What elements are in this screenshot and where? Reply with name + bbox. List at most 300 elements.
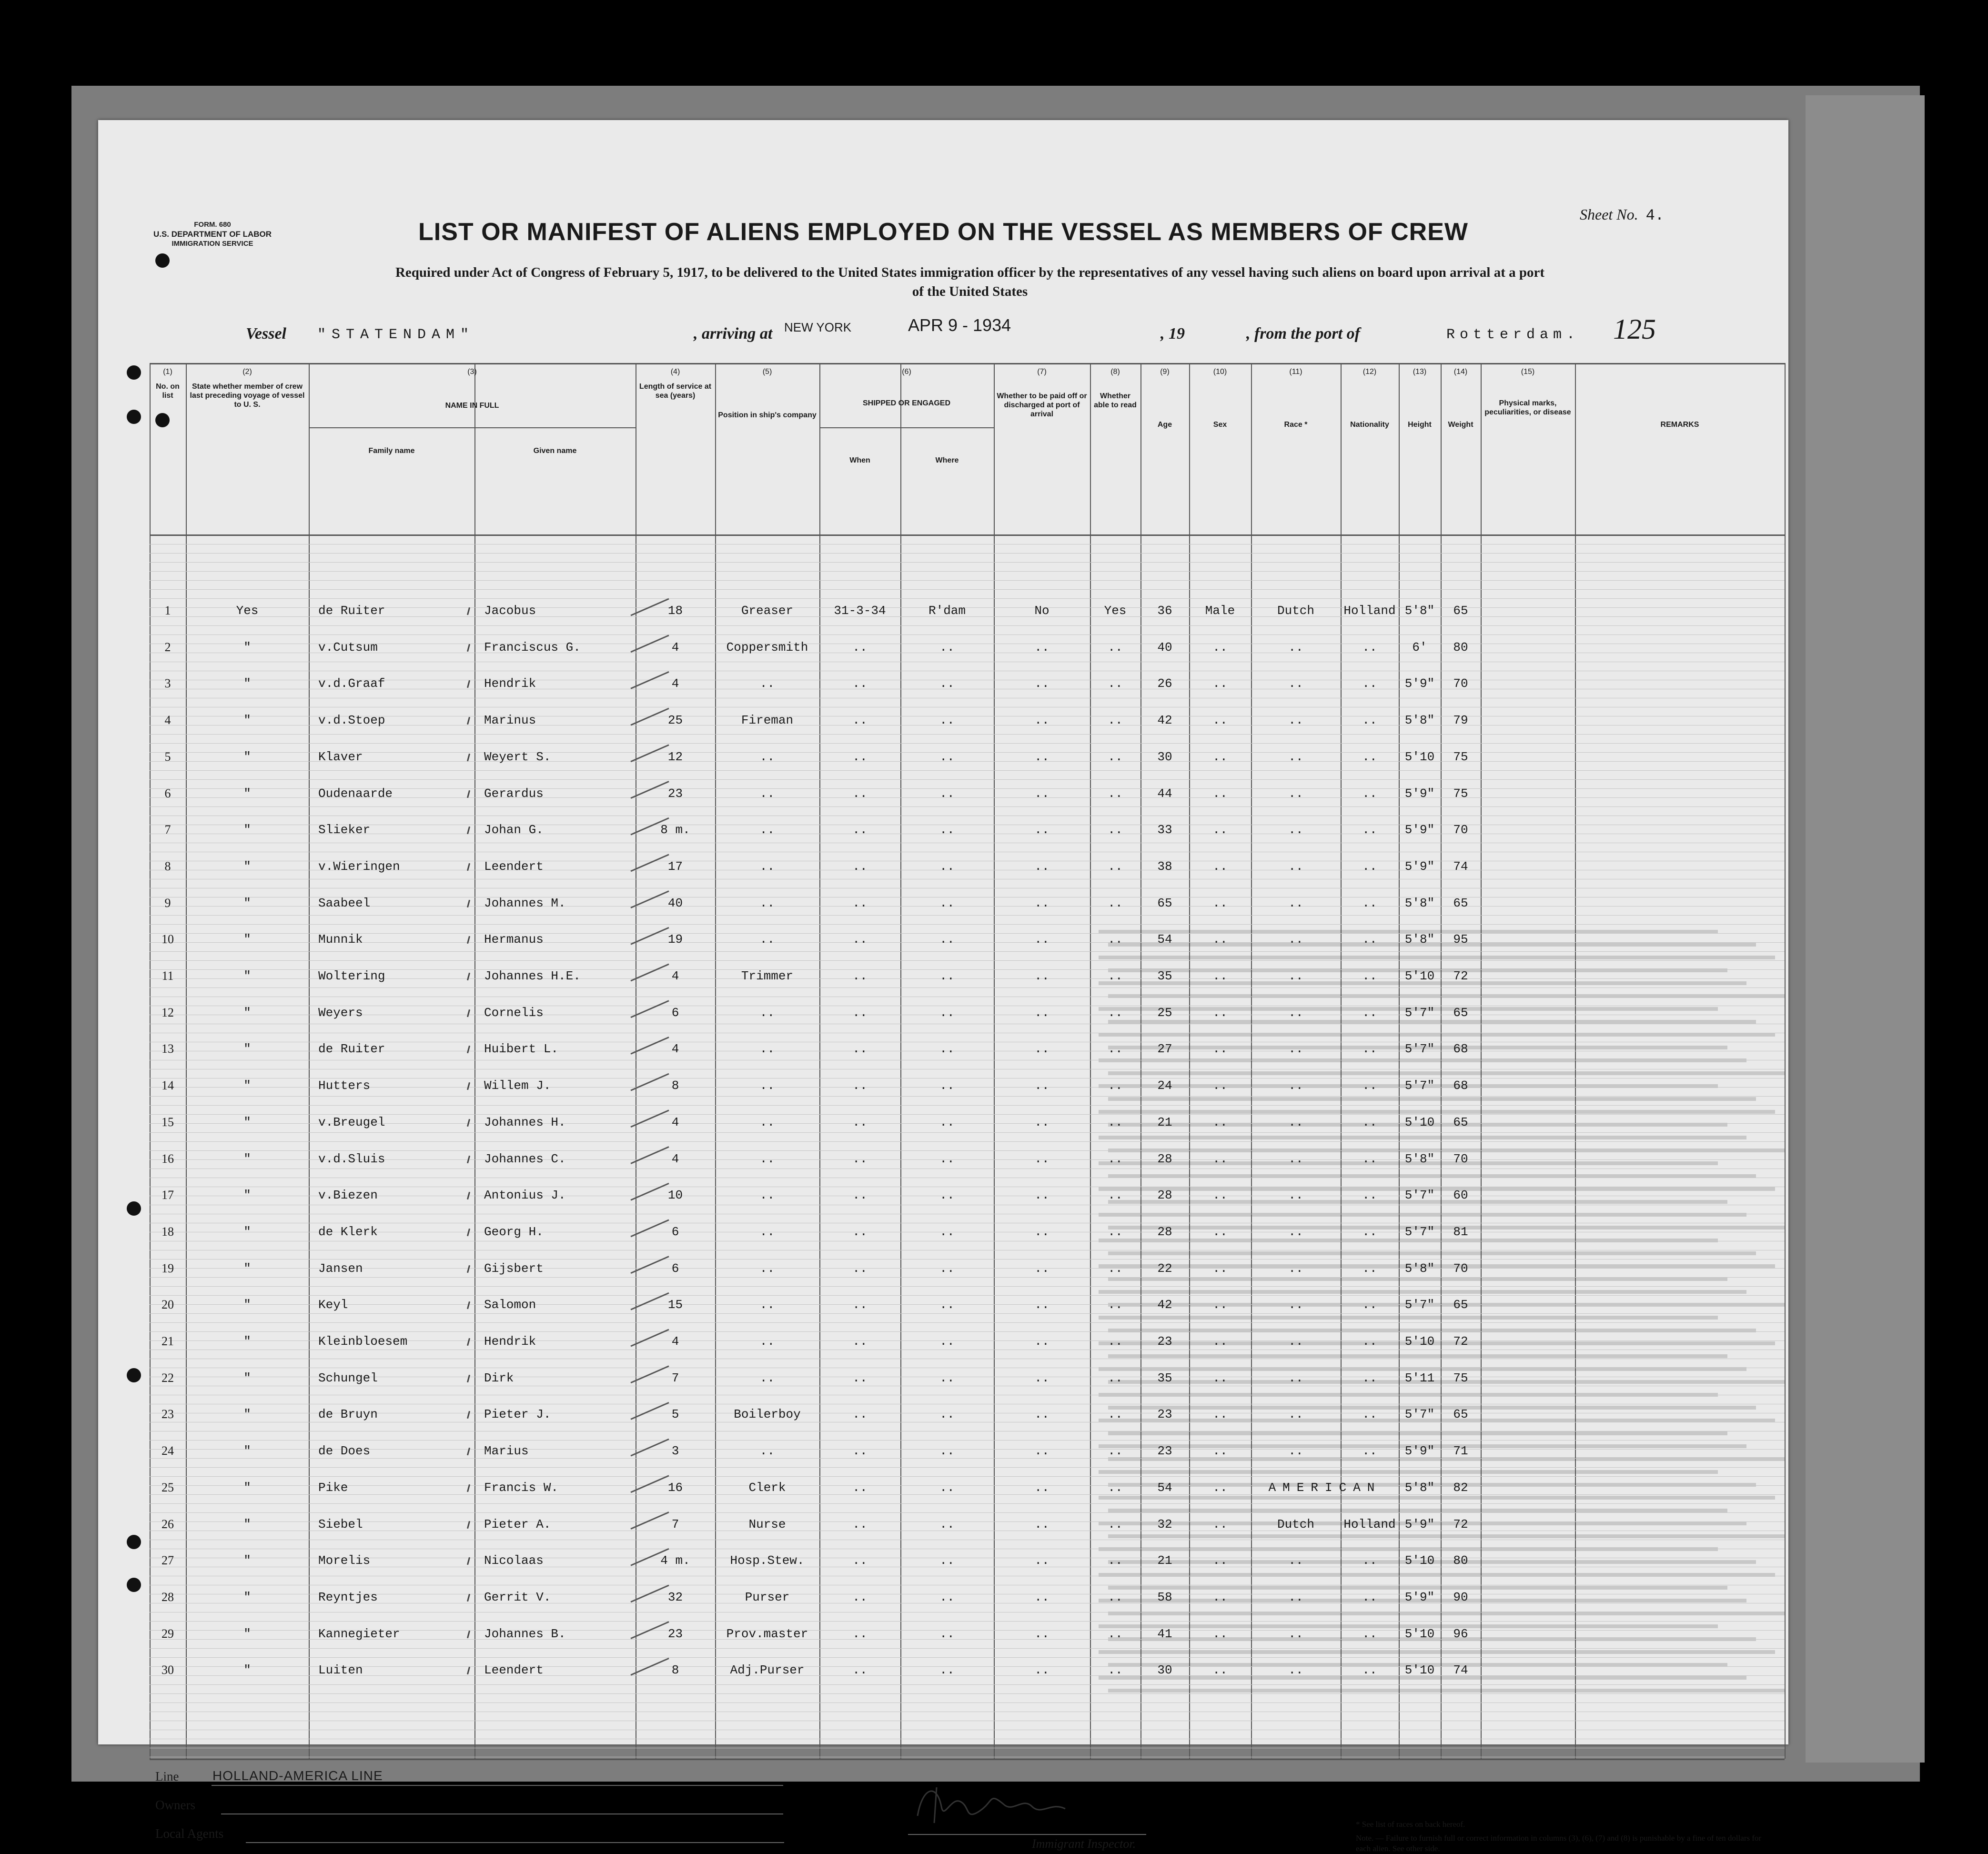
- family-name: Jansen: [318, 1261, 363, 1276]
- row-number: 24: [161, 1444, 174, 1458]
- paid-off: ..: [1034, 1444, 1050, 1459]
- tally-mark: [631, 1622, 669, 1639]
- sex: ..: [1212, 1480, 1228, 1495]
- able-to-read: ..: [1108, 1224, 1123, 1239]
- shipped-when: ..: [852, 1407, 868, 1422]
- row-number: 10: [161, 932, 174, 947]
- nationality: ..: [1362, 1042, 1377, 1057]
- row-number: 21: [161, 1334, 174, 1348]
- service-years: 23: [667, 1626, 683, 1641]
- owners-label: Owners: [155, 1798, 195, 1812]
- shipped-where: ..: [939, 1115, 955, 1129]
- shipped-where: ..: [939, 1444, 955, 1459]
- sex: ..: [1212, 1005, 1228, 1020]
- grid-line: [150, 553, 1785, 554]
- row-number: 18: [161, 1224, 174, 1239]
- shipped-when: ..: [852, 823, 868, 837]
- family-name: v.Wieringen: [318, 859, 400, 874]
- table-bottom-border: [150, 1759, 1785, 1760]
- sex: ..: [1212, 1188, 1228, 1203]
- column-number: (6): [902, 368, 911, 376]
- age: 44: [1157, 786, 1172, 801]
- line-underline: [212, 1785, 783, 1786]
- shipped-subheader-divider: [819, 427, 994, 428]
- given-name: Johannes H.E.: [484, 969, 581, 983]
- row-number: 28: [161, 1590, 174, 1604]
- weight: 72: [1453, 969, 1468, 983]
- prev-voyage: ": [243, 749, 251, 764]
- race: ..: [1288, 713, 1303, 728]
- handwritten-number: 125: [1613, 313, 1656, 345]
- shipped-when: ..: [852, 1480, 868, 1495]
- shipped-when: ..: [852, 676, 868, 691]
- race: ..: [1288, 786, 1303, 801]
- from-label: , from the port of: [1246, 325, 1360, 343]
- weight: 79: [1453, 713, 1468, 728]
- prev-voyage: ": [243, 676, 251, 691]
- shipped-when: ..: [852, 1298, 868, 1312]
- sex: ..: [1212, 1553, 1228, 1568]
- shipped-when: ..: [852, 1224, 868, 1239]
- paid-off: ..: [1034, 1517, 1050, 1532]
- age: 24: [1157, 1078, 1172, 1093]
- punch-hole: [155, 413, 170, 427]
- weight: 90: [1453, 1590, 1468, 1604]
- position: Trimmer: [741, 969, 794, 983]
- able-to-read: ..: [1108, 1444, 1123, 1459]
- tally-mark: [631, 1366, 669, 1383]
- race: ..: [1288, 1151, 1303, 1166]
- shipped-when: ..: [852, 896, 868, 910]
- nationality: ..: [1362, 1188, 1377, 1203]
- shipped-when: ..: [852, 1444, 868, 1459]
- position: ..: [759, 749, 775, 764]
- family-name: Kleinbloesem: [318, 1334, 408, 1349]
- height-header: Height: [1408, 421, 1432, 429]
- tally-mark: [631, 1001, 669, 1018]
- tally-mark: [631, 1183, 669, 1200]
- agents-label: Local Agents: [155, 1826, 224, 1841]
- shipped-when: ..: [852, 1663, 868, 1678]
- weight: 74: [1453, 859, 1468, 874]
- service-years: 8: [671, 1663, 679, 1678]
- able-to-read: ..: [1108, 1078, 1123, 1093]
- line-value: HOLLAND-AMERICA LINE: [212, 1768, 383, 1783]
- sex: ..: [1212, 1370, 1228, 1385]
- vessel-name: "STATENDAM": [317, 327, 475, 343]
- service-years: 4: [671, 1115, 679, 1129]
- family-name: Munnik: [318, 932, 363, 947]
- weight: 80: [1453, 640, 1468, 655]
- position: ..: [759, 1334, 775, 1349]
- shipped-when: ..: [852, 1626, 868, 1641]
- age: 22: [1157, 1261, 1172, 1276]
- shipped-where: ..: [939, 1151, 955, 1166]
- family-name: Oudenaarde: [318, 786, 393, 801]
- sex: ..: [1212, 1042, 1228, 1057]
- row-number: 17: [161, 1188, 174, 1202]
- height: 5'8": [1404, 1151, 1435, 1166]
- sex: ..: [1212, 1334, 1228, 1349]
- paid-off: ..: [1034, 1298, 1050, 1312]
- nationality: ..: [1362, 713, 1377, 728]
- shipped-when: ..: [852, 932, 868, 947]
- given-name: Dirk: [484, 1370, 514, 1385]
- shipped-when: ..: [852, 1553, 868, 1568]
- vessel-label: Vessel: [246, 325, 286, 343]
- tally-mark: [631, 672, 669, 688]
- shipped-where: ..: [939, 1188, 955, 1203]
- family-name: Pike: [318, 1480, 348, 1495]
- given-name: Hermanus: [484, 932, 544, 947]
- height: 5'8": [1404, 1261, 1435, 1276]
- shipped-where: ..: [939, 1370, 955, 1385]
- sex: ..: [1212, 1444, 1228, 1459]
- age: 23: [1157, 1334, 1172, 1349]
- service-years: 3: [671, 1444, 679, 1459]
- nationality: Holland: [1343, 604, 1396, 618]
- punch-hole: [127, 1535, 141, 1549]
- age: 23: [1157, 1407, 1172, 1422]
- race: ..: [1288, 1115, 1303, 1129]
- tally-mark: [631, 964, 669, 981]
- service-years: 7: [671, 1517, 679, 1532]
- column-number: (14): [1453, 368, 1468, 376]
- height: 5'8": [1404, 932, 1435, 947]
- height: 6': [1412, 640, 1427, 655]
- tally-mark: [631, 1220, 669, 1237]
- row-number: 2: [164, 640, 171, 654]
- subtitle-line1: Required under Act of Congress of February 5, 1917, to be delivered to the United States immigration officer by the representatives of any vessel having such aliens on board upon arrival at a port: [395, 265, 1545, 280]
- tally-mark: [631, 1658, 669, 1675]
- weight: 95: [1453, 932, 1468, 947]
- height: 5'10: [1404, 1115, 1435, 1129]
- column-number: (2): [242, 368, 252, 376]
- shipped-where: ..: [939, 1042, 955, 1057]
- inspector-label: Immigrant Inspector.: [1032, 1837, 1136, 1851]
- shipped-when: ..: [852, 786, 868, 801]
- position: Purser: [745, 1590, 790, 1604]
- shipped-when: ..: [852, 859, 868, 874]
- service-years: 4: [671, 1151, 679, 1166]
- paid-off: ..: [1034, 786, 1050, 801]
- prev-voyage: ": [243, 859, 251, 874]
- service-years: 10: [667, 1188, 683, 1203]
- given-name: Huibert L.: [484, 1042, 559, 1057]
- row-number: 27: [161, 1553, 174, 1568]
- shipped-when: ..: [852, 713, 868, 728]
- position: ..: [759, 1224, 775, 1239]
- given-name: Antonius J.: [484, 1188, 566, 1203]
- shipped-when: ..: [852, 1370, 868, 1385]
- given-name: Georg H.: [484, 1224, 544, 1239]
- family-name: de Does: [318, 1444, 371, 1459]
- nationality: ..: [1362, 1224, 1377, 1239]
- row-number: 16: [161, 1151, 174, 1166]
- shipped-when: ..: [852, 749, 868, 764]
- weight: 68: [1453, 1078, 1468, 1093]
- weight: 96: [1453, 1626, 1468, 1641]
- age: 42: [1157, 713, 1172, 728]
- race: ..: [1288, 1042, 1303, 1057]
- race: ..: [1288, 1188, 1303, 1203]
- given-name: Gijsbert: [484, 1261, 544, 1276]
- shipped-when: ..: [852, 1115, 868, 1129]
- nationality: ..: [1362, 1553, 1377, 1568]
- race: ..: [1288, 969, 1303, 983]
- able-to-read: ..: [1108, 1370, 1123, 1385]
- prev-voyage: ": [243, 896, 251, 910]
- sheet-label: Sheet No.: [1580, 206, 1638, 223]
- punch-hole: [127, 1368, 141, 1382]
- shipped-where: ..: [939, 786, 955, 801]
- shipped-when: ..: [852, 969, 868, 983]
- scan-edge: [1806, 95, 1925, 1763]
- race: ..: [1288, 1298, 1303, 1312]
- row-number: 20: [161, 1298, 174, 1312]
- race: ..: [1288, 1590, 1303, 1604]
- able-to-read: ..: [1108, 896, 1123, 910]
- able-to-read: ..: [1108, 1151, 1123, 1166]
- prev-voyage: ": [243, 1151, 251, 1166]
- service-years: 32: [667, 1590, 683, 1604]
- position: ..: [759, 676, 775, 691]
- column-number: (11): [1289, 368, 1302, 376]
- shipped-where: R'dam: [928, 604, 966, 618]
- row-number: 22: [161, 1370, 174, 1385]
- row-number: 19: [161, 1261, 174, 1275]
- service-years: 25: [667, 713, 683, 728]
- weight: 65: [1453, 604, 1468, 618]
- race: ..: [1288, 859, 1303, 874]
- weight-header: Weight: [1448, 421, 1473, 429]
- weight: 65: [1453, 1298, 1468, 1312]
- age: 35: [1157, 1370, 1172, 1385]
- family-name: de Klerk: [318, 1224, 378, 1239]
- given-name: Gerrit V.: [484, 1590, 551, 1604]
- paid-off: ..: [1034, 640, 1050, 655]
- nationality: ..: [1362, 1261, 1377, 1276]
- given-name: Nicolaas: [484, 1553, 544, 1568]
- column-number: (1): [163, 368, 172, 376]
- age: 28: [1157, 1224, 1172, 1239]
- paid-off: ..: [1034, 1005, 1050, 1020]
- shipped-where: ..: [939, 1407, 955, 1422]
- arriving-label: , arriving at: [694, 325, 773, 343]
- able-to-read: ..: [1108, 1005, 1123, 1020]
- inspector-signature: [908, 1778, 1099, 1830]
- shipped-where: ..: [939, 640, 955, 655]
- weight: 70: [1453, 1261, 1468, 1276]
- row-number: 1: [164, 604, 171, 617]
- shipped-where: ..: [939, 969, 955, 983]
- date-stamp: APR 9 - 1934: [908, 315, 1011, 335]
- position: ..: [759, 1298, 775, 1312]
- prev-voyage: ": [243, 1626, 251, 1641]
- paid-off: ..: [1034, 1151, 1050, 1166]
- given-name: Johannes M.: [484, 896, 566, 910]
- height: 5'9": [1404, 786, 1435, 801]
- nationality: ..: [1362, 1005, 1377, 1020]
- race: ..: [1288, 1407, 1303, 1422]
- tally-mark: [631, 891, 669, 908]
- sex: ..: [1212, 1626, 1228, 1641]
- position: Greaser: [741, 604, 794, 618]
- paid-off: ..: [1034, 1042, 1050, 1057]
- weight: 70: [1453, 676, 1468, 691]
- tally-mark: [631, 1512, 669, 1529]
- weight: 81: [1453, 1224, 1468, 1239]
- subtitle: [155, 263, 1785, 301]
- column-number: (10): [1213, 368, 1227, 376]
- family-name: de Ruiter: [318, 1042, 385, 1057]
- age: 30: [1157, 1663, 1172, 1678]
- position: ..: [759, 786, 775, 801]
- shipped-when: 31-3-34: [834, 604, 886, 618]
- sex: ..: [1212, 1115, 1228, 1129]
- service-years: 16: [667, 1480, 683, 1495]
- service-years: 23: [667, 786, 683, 801]
- paid-off: ..: [1034, 1407, 1050, 1422]
- grid-line: [150, 580, 1785, 581]
- weight: 71: [1453, 1444, 1468, 1459]
- height: 5'9": [1404, 1590, 1435, 1604]
- age: 36: [1157, 604, 1172, 618]
- paid-off: ..: [1034, 1370, 1050, 1385]
- sex-header: Sex: [1213, 421, 1227, 429]
- paid-off: No: [1034, 604, 1050, 618]
- prev-voyage: ": [243, 1115, 251, 1129]
- shipped-when: ..: [852, 640, 868, 655]
- nationality-header: Nationality: [1350, 421, 1389, 429]
- row-number: 11: [161, 969, 174, 983]
- nationality: ..: [1362, 1626, 1377, 1641]
- shipped-where: ..: [939, 896, 955, 910]
- vessel-line: [246, 315, 1770, 349]
- given-name: Leendert: [484, 859, 544, 874]
- grid-line: [150, 589, 1785, 590]
- penalty-note: Note. — Failure to furnish full or correct information in columns (3), (6), (7) and (8) is punishable by a fine of ten dollars for each alien. See other side.: [1356, 1834, 1762, 1853]
- race: ..: [1288, 1553, 1303, 1568]
- weight: 65: [1453, 1005, 1468, 1020]
- race: ..: [1288, 1005, 1303, 1020]
- prev-voyage: ": [243, 1042, 251, 1057]
- family-name: Saabeel: [318, 896, 371, 910]
- prev-voyage: ": [243, 1517, 251, 1532]
- family-name: v.Biezen: [318, 1188, 378, 1203]
- given-name: Johannes C.: [484, 1151, 566, 1166]
- able-to-read: ..: [1108, 1480, 1123, 1495]
- height: 5'7": [1404, 1298, 1435, 1312]
- row-number: 8: [164, 859, 171, 873]
- department: U.S. DEPARTMENT OF LABOR: [153, 230, 272, 239]
- shipped-where: ..: [939, 1517, 955, 1532]
- prev-voyage: ": [243, 1334, 251, 1349]
- given-name: Jacobus: [484, 604, 536, 618]
- tally-mark: [631, 708, 669, 725]
- position: Prov.master: [726, 1626, 808, 1641]
- service: IMMIGRATION SERVICE: [172, 240, 253, 248]
- tally-mark: [631, 1585, 669, 1602]
- able-to-read: ..: [1108, 1261, 1123, 1276]
- able-to-read: ..: [1108, 969, 1123, 983]
- height: 5'8": [1404, 1480, 1435, 1495]
- position: ..: [759, 1370, 775, 1385]
- sex: ..: [1212, 1151, 1228, 1166]
- prev-voyage: ": [243, 1444, 251, 1459]
- nationality: ..: [1362, 896, 1377, 910]
- age-header: Age: [1157, 421, 1172, 429]
- service-years: 8: [671, 1078, 679, 1093]
- shipped-where: ..: [939, 749, 955, 764]
- sex: ..: [1212, 969, 1228, 983]
- race: ..: [1288, 1224, 1303, 1239]
- race: ..: [1288, 1370, 1303, 1385]
- tally-mark: [631, 745, 669, 762]
- shipped-where: ..: [939, 676, 955, 691]
- column-divider: [1785, 363, 1786, 1759]
- family-name: v.Cutsum: [318, 640, 378, 655]
- weight: 70: [1453, 823, 1468, 837]
- row-number: 5: [164, 749, 171, 764]
- shipped-when: ..: [852, 1078, 868, 1093]
- family-name: de Bruyn: [318, 1407, 378, 1422]
- family-name: de Ruiter: [318, 604, 385, 618]
- sex: ..: [1212, 786, 1228, 801]
- able-to-read: Yes: [1104, 604, 1127, 618]
- given-name: Francis W.: [484, 1480, 559, 1495]
- paid-off: ..: [1034, 1626, 1050, 1641]
- race: Dutch: [1277, 1517, 1314, 1532]
- age: 28: [1157, 1151, 1172, 1166]
- table-top-border: [150, 363, 1785, 364]
- position: Fireman: [741, 713, 794, 728]
- age: 40: [1157, 640, 1172, 655]
- column-number: (9): [1160, 368, 1170, 376]
- sex: ..: [1212, 1261, 1228, 1276]
- given-name: Leendert: [484, 1663, 544, 1678]
- service-years: 19: [667, 932, 683, 947]
- subtitle-line2: of the United States: [912, 284, 1028, 299]
- prev-voyage: ": [243, 1188, 251, 1203]
- shipped-when: ..: [852, 1188, 868, 1203]
- position: ..: [759, 932, 775, 947]
- sex: ..: [1212, 859, 1228, 874]
- race: ..: [1288, 1663, 1303, 1678]
- service-years: 18: [667, 604, 683, 618]
- position: ..: [759, 823, 775, 837]
- paid-off: ..: [1034, 1261, 1050, 1276]
- sex: ..: [1212, 1663, 1228, 1678]
- arriving-port: NEW YORK: [784, 320, 852, 334]
- shipped-where: ..: [939, 1480, 955, 1495]
- punch-hole: [127, 1578, 141, 1592]
- service-years: 8 m.: [660, 823, 690, 837]
- row-number: 29: [161, 1626, 174, 1641]
- race: ..: [1288, 1444, 1303, 1459]
- race: ..: [1288, 1626, 1303, 1641]
- grid-line: [150, 571, 1785, 572]
- nationality: ..: [1362, 1298, 1377, 1312]
- race: ..: [1288, 749, 1303, 764]
- nationality: ..: [1362, 859, 1377, 874]
- able-to-read: ..: [1108, 1407, 1123, 1422]
- column-number: (12): [1362, 368, 1377, 376]
- service-years: 6: [671, 1261, 679, 1276]
- race: ..: [1288, 1078, 1303, 1093]
- tally-mark: [631, 782, 669, 798]
- able-to-read: ..: [1108, 1298, 1123, 1312]
